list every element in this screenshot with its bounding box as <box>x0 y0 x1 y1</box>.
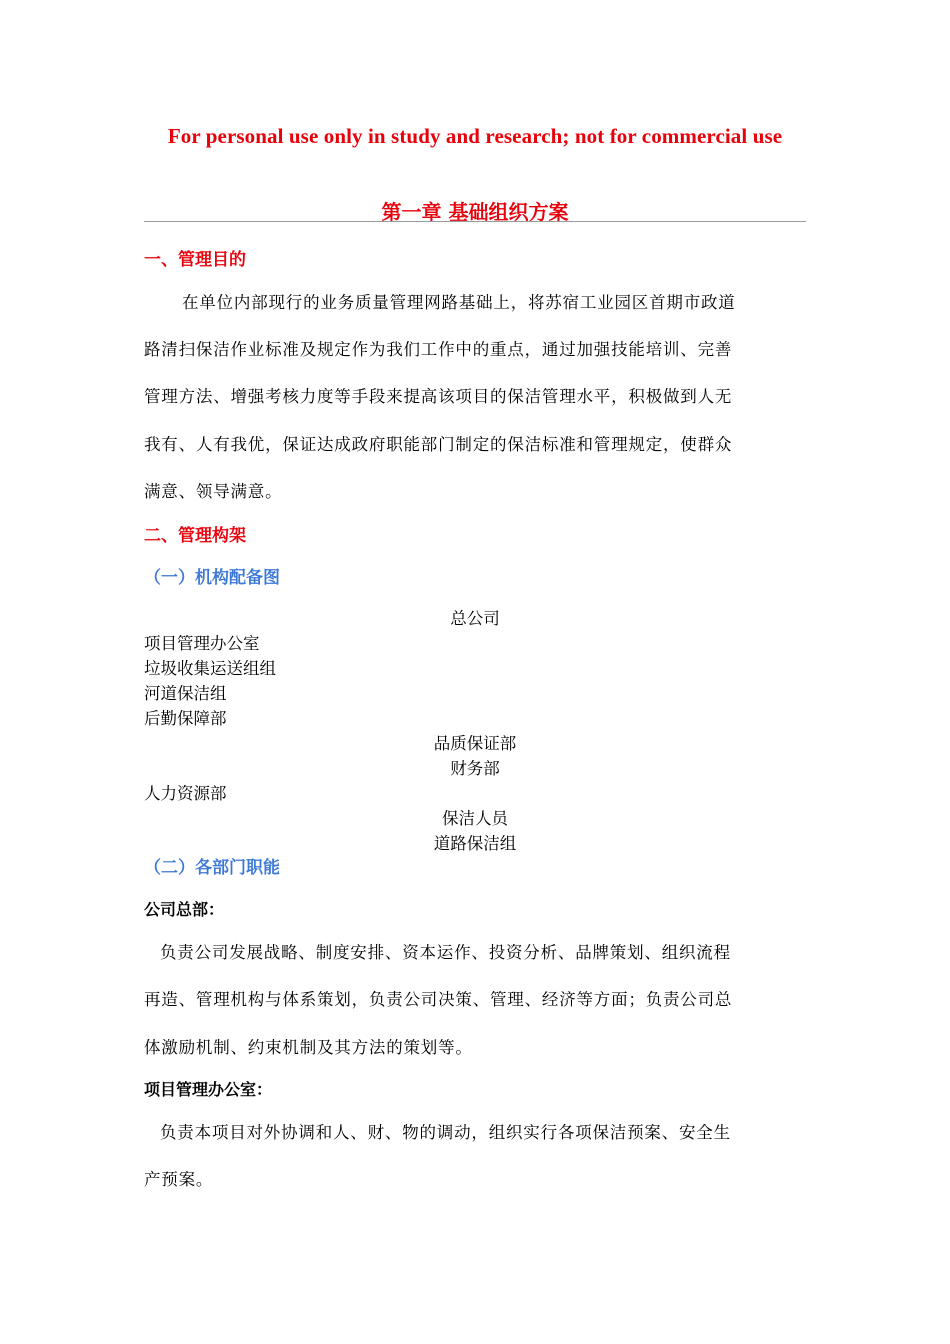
paragraph-line: 满意、领导满意。 <box>144 482 283 501</box>
subheading-department-functions: （二）各部门职能 <box>144 858 280 878</box>
disclaimer-text: For personal use only in study and research; not for commercial use <box>167 124 783 148</box>
paragraph-line: 负责本项目对外协调和人、财、物的调动，组织实行各项保洁预案、安全生 <box>160 1123 731 1142</box>
dept-heading-hq: 公司总部： <box>144 900 225 919</box>
org-node-river-team: 河道保洁组 <box>144 684 227 703</box>
paragraph-line: 负责公司发展战略、制度安排、资本运作、投资分析、品牌策划、组织流程 <box>160 943 731 962</box>
dept-heading-project-office: 项目管理办公室： <box>144 1080 273 1099</box>
org-node-logistics: 后勤保障部 <box>144 709 227 728</box>
org-node-finance: 财务部 <box>450 759 500 778</box>
section-heading-management-goal: 一、管理目的 <box>144 250 246 270</box>
subheading-org-chart: （一）机构配备图 <box>144 568 280 588</box>
section-heading-management-structure: 二、管理构架 <box>144 526 246 546</box>
paragraph-line: 再造、管理机构与体系策划，负责公司决策、管理、经济等方面；负责公司总 <box>144 990 733 1009</box>
org-node-quality: 品质保证部 <box>433 734 517 753</box>
org-node-hr: 人力资源部 <box>144 784 227 803</box>
paragraph-line: 我有、人有我优，保证达成政府职能部门制定的保洁标准和管理规定，使群众 <box>144 435 733 454</box>
paragraph-line: 路清扫保洁作业标准及规定作为我们工作中的重点，通过加强技能培训、完善 <box>144 340 733 359</box>
title-divider <box>144 221 806 222</box>
paragraph-line: 管理方法、增强考核力度等手段来提高该项目的保洁管理水平，积极做到人无 <box>144 387 733 406</box>
paragraph-line: 产预案。 <box>144 1170 214 1189</box>
org-node-garbage-team: 垃圾收集运送组组 <box>144 659 276 678</box>
org-node-project-office: 项目管理办公室 <box>144 634 260 653</box>
chapter-title: 第一章 基础组织方案 <box>381 200 569 224</box>
org-node-head-company: 总公司 <box>450 609 500 628</box>
org-node-road-team: 道路保洁组 <box>433 834 517 853</box>
org-node-cleaners: 保洁人员 <box>442 809 508 828</box>
paragraph-line: 在单位内部现行的业务质量管理网路基础上，将苏宿工业园区首期市政道 <box>182 293 736 312</box>
paragraph-line: 体激励机制、约束机制及其方法的策划等。 <box>144 1038 473 1057</box>
